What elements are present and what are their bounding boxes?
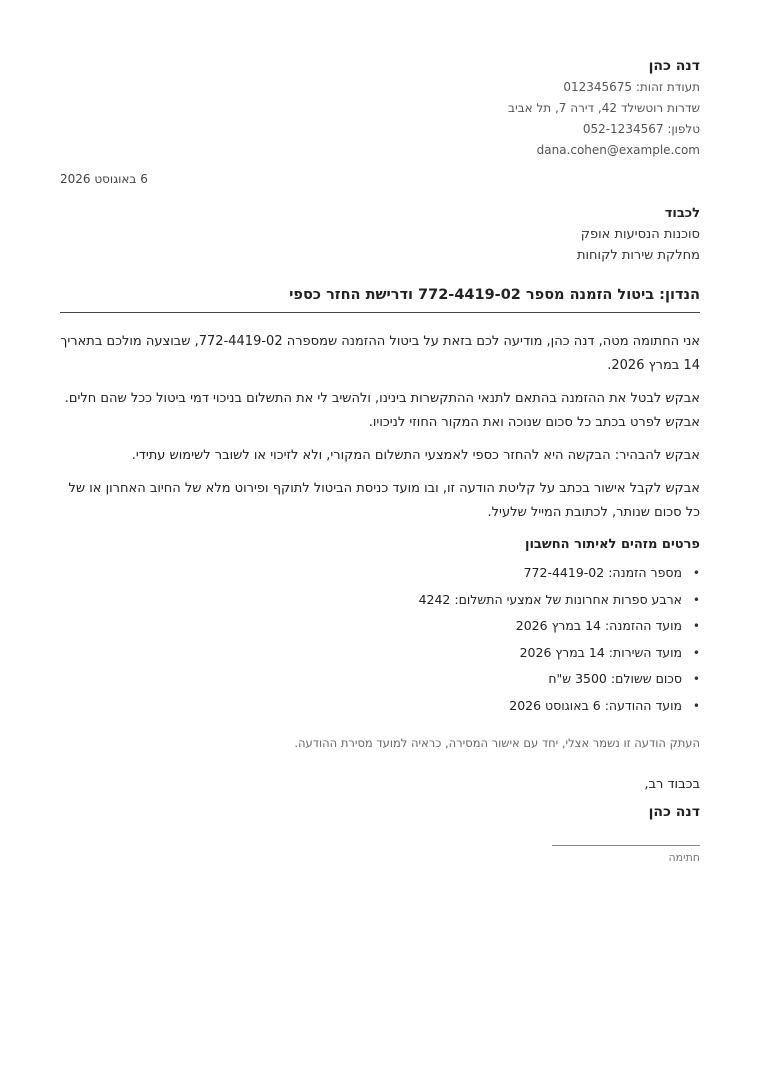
bullet-icon: • [692, 619, 700, 634]
bullet-icon: • [692, 566, 700, 580]
recipient-block [577, 204, 700, 266]
body-paragraph-4: אבקש לקבל אישור בכתב על קליטת הודעה זו, ובו מועד כניסת הביטול לתוקף ופירוט מלא של החיוב האחרון או של כל סכום שנותר, לכתובת המייל שלעיל. [68, 481, 700, 520]
body-paragraph-3: אבקש להבהיר: הבקשה היא להחזר כספי לאמצעי התשלום המקורי, ולא לזיכוי או לשובר לשימוש עתידי. [131, 448, 700, 463]
details-item-text: מועד השירות: 14 במרץ 2026 [519, 644, 682, 660]
details-item [419, 587, 700, 614]
details-item-text: ארבע ספרות אחרונות של אמצעי התשלום: 4242 [418, 591, 682, 607]
copy-note: העתק הודעה זו נשמר אצלי, יחד עם אישור המסירה, כראיה למועד מסירת ההודעה. [294, 736, 700, 750]
details-item [419, 640, 700, 667]
details-item-text: מספר הזמנה: 772-4419-02 [523, 565, 682, 580]
details-list [419, 560, 700, 720]
body-paragraph-1: אני החתומה מטה, דנה כהן, מודיעה לכם בזאת על ביטול ההזמנה שמספרה 772-4419-02, שבוצעה מולכם בתאריך 14 במרץ 2026. [60, 334, 700, 373]
details-title: פרטים מזהים לאיתור החשבון [525, 537, 700, 552]
details-item [419, 613, 700, 640]
recipient-company: סוכנות הנסיעות אופק [580, 227, 700, 242]
letter-date: 6 באוגוסט 2026 [60, 172, 148, 186]
details-item-text: מועד ההזמנה: 14 במרץ 2026 [515, 618, 682, 634]
sender-phone: טלפון: 052-1234567 [582, 122, 700, 136]
letter-body [60, 330, 700, 534]
sender-block [508, 56, 700, 160]
sender-name: דנה כהן [648, 58, 700, 74]
bullet-icon: • [692, 592, 700, 607]
bullet-icon: • [692, 698, 700, 713]
signer-name: דנה כהן [648, 804, 700, 820]
sender-id: תעודת זהות: 012345675 [563, 80, 700, 94]
signature-label: חתימה [668, 851, 700, 864]
details-item-text: סכום ששולם: 3500 ש"ח [548, 671, 682, 687]
details-item [419, 560, 700, 587]
recipient-salutation: לכבוד [664, 206, 700, 221]
details-item [419, 693, 700, 720]
sender-address: שדרות רוטשילד 42, דירה 7, תל אביב [508, 101, 700, 115]
bullet-icon: • [692, 672, 700, 687]
details-item [419, 666, 700, 693]
details-item-text: מועד ההודעה: 6 באוגוסט 2026 [509, 697, 682, 713]
subject-line: הנדון: ביטול הזמנה מספר 772-4419-02 ודרישת החזר כספי [60, 287, 700, 313]
recipient-department: מחלקת שירות לקוחות [576, 248, 700, 263]
bullet-icon: • [692, 645, 700, 660]
closing-phrase: בכבוד רב, [644, 777, 700, 792]
signature-line [552, 845, 700, 846]
sender-email: dana.cohen@example.com [536, 143, 700, 157]
body-paragraph-2: אבקש לבטל את ההזמנה בהתאם לתנאי ההתקשרות בינינו, ולהשיב לי את התשלום בניכוי דמי ביטול ככל שהם חלים. אבקש לפרט בכתב כל סכום שנוכה ואת המקור החוזי לניכויו. [64, 391, 700, 430]
